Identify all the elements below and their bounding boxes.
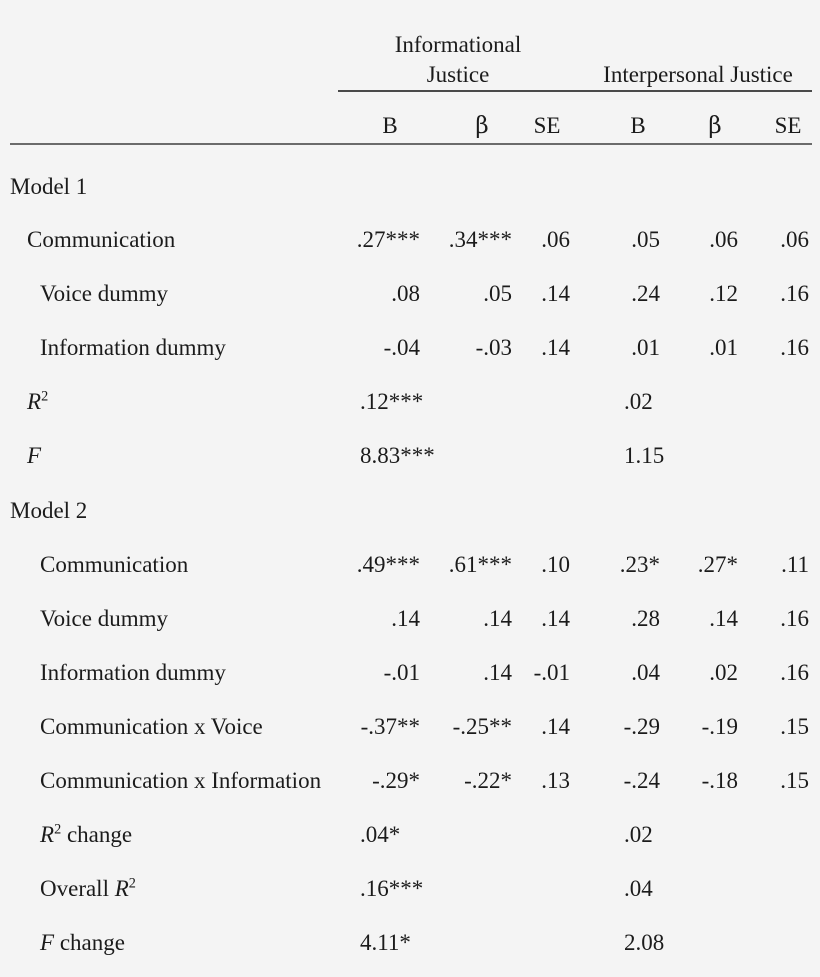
column-header-b-interpersonal: B (630, 113, 646, 138)
cell-m2-communication-x-voice-b-informational: -.37** (360, 714, 420, 739)
table-row (0, 442, 820, 470)
row-label-m2-communication: Communication (40, 552, 189, 577)
row-label-model-2-heading: Model 2 (10, 498, 88, 523)
cell-m2-information-dummy-beta-interpersonal: .02 (709, 660, 738, 685)
cell-m2-information-dummy-b-interpersonal: .04 (631, 660, 660, 685)
column-header-se-informational: SE (533, 113, 561, 138)
cell-m1-voice-dummy-se-interpersonal: .16 (780, 281, 809, 306)
cell-m1-information-dummy-b-interpersonal: .01 (631, 335, 660, 360)
cell-m2-communication-x-voice-se-informational: .14 (541, 714, 570, 739)
table-row (0, 875, 820, 903)
cell-m1-r-squared-stat-interpersonal: .02 (624, 389, 653, 414)
table-row (0, 226, 820, 254)
cell-m2-information-dummy-se-interpersonal: .16 (780, 660, 809, 685)
column-group-header-area (0, 30, 820, 90)
cell-m1-communication-se-interpersonal: .06 (780, 227, 809, 252)
table-row (0, 280, 820, 308)
table-row (0, 767, 820, 795)
cell-m2-r-squared-change-stat-informational: .04* (360, 822, 401, 847)
row-label-m1-communication: Communication (27, 227, 176, 252)
column-header-beta-informational: β (475, 113, 489, 139)
cell-m1-information-dummy-beta-interpersonal: .01 (709, 335, 738, 360)
cell-m2-voice-dummy-b-interpersonal: .28 (631, 606, 660, 631)
row-label-m1-voice-dummy: Voice dummy (40, 281, 168, 306)
cell-m1-communication-b-informational: .27*** (356, 227, 420, 252)
cell-m2-overall-r-squared-stat-interpersonal: .04 (624, 876, 653, 901)
table-row (0, 659, 820, 687)
row-label-m1-r-squared: $R^2$ (27, 388, 49, 414)
cell-m2-communication-x-information-se-interpersonal: .15 (780, 768, 809, 793)
column-group-informational-line2: Justice (426, 62, 490, 87)
cell-m2-voice-dummy-b-informational: .14 (391, 606, 420, 631)
cell-m2-communication-x-information-beta-informational: -.22* (464, 768, 512, 793)
cell-m2-communication-beta-informational: .61*** (448, 552, 512, 577)
cell-m1-r-squared-stat-informational: .12*** (360, 389, 424, 414)
cell-m2-voice-dummy-se-interpersonal: .16 (780, 606, 809, 631)
cell-m2-communication-beta-interpersonal: .27* (697, 552, 738, 577)
table-row (0, 551, 820, 579)
cell-m2-communication-x-voice-beta-informational: -.25** (452, 714, 512, 739)
row-label-m2-r-squared-change: $R^2$ change (40, 821, 133, 847)
cell-m2-information-dummy-b-informational: -.01 (383, 660, 420, 685)
cell-m2-f-change-stat-interpersonal: 2.08 (624, 930, 665, 955)
column-group-rule (338, 90, 812, 92)
column-header-b-informational: B (382, 113, 398, 138)
cell-m1-voice-dummy-beta-interpersonal: .12 (709, 281, 738, 306)
cell-m1-information-dummy-se-interpersonal: .16 (780, 335, 809, 360)
cell-m1-communication-beta-interpersonal: .06 (709, 227, 738, 252)
table-row (0, 497, 820, 525)
row-label-m2-communication-x-voice: Communication x Voice (40, 714, 263, 739)
cell-m2-communication-b-informational: .49*** (356, 552, 420, 577)
cell-m1-voice-dummy-se-informational: .14 (541, 281, 570, 306)
cell-m1-voice-dummy-b-informational: .08 (391, 281, 420, 306)
cell-m1-communication-se-informational: .06 (541, 227, 570, 252)
table-row (0, 929, 820, 957)
column-header-beta-interpersonal: β (708, 113, 722, 139)
cell-m2-communication-x-information-se-informational: .13 (541, 768, 570, 793)
cell-m2-voice-dummy-beta-interpersonal: .14 (709, 606, 738, 631)
cell-m2-communication-b-interpersonal: .23* (619, 552, 660, 577)
row-label-m2-overall-r-squared: Overall $R^2$ (40, 875, 136, 901)
cell-m2-communication-se-informational: .10 (541, 552, 570, 577)
column-group-interpersonal-justice: Interpersonal Justice (603, 62, 793, 87)
row-label-m2-information-dummy: Information dummy (40, 660, 226, 685)
cell-m2-f-change-stat-informational: 4.11* (360, 930, 411, 955)
cell-m2-overall-r-squared-stat-informational: .16*** (360, 876, 424, 901)
row-label-m1-information-dummy: Information dummy (40, 335, 226, 360)
cell-m2-communication-x-voice-se-interpersonal: .15 (780, 714, 809, 739)
cell-m2-communication-x-information-b-informational: -.29* (372, 768, 420, 793)
row-label-m1-f: F (27, 443, 42, 468)
column-header-se-interpersonal: SE (774, 113, 802, 138)
table-row (0, 388, 820, 416)
cell-m1-f-stat-interpersonal: 1.15 (624, 443, 665, 468)
column-group-informational-justice (338, 30, 578, 90)
cell-m1-information-dummy-b-informational: -.04 (383, 335, 420, 360)
cell-m1-f-stat-informational: 8.83*** (360, 443, 435, 468)
cell-m1-information-dummy-beta-informational: -.03 (475, 335, 512, 360)
column-group-informational-line1: Informational (394, 32, 522, 57)
row-label-m2-voice-dummy: Voice dummy (40, 606, 168, 631)
cell-m1-communication-beta-informational: .34*** (448, 227, 512, 252)
cell-m2-communication-x-information-beta-interpersonal: -.18 (701, 768, 738, 793)
table-row (0, 334, 820, 362)
cell-m2-voice-dummy-beta-informational: .14 (483, 606, 512, 631)
row-label-model-1-heading: Model 1 (10, 174, 88, 199)
cell-m1-voice-dummy-b-interpersonal: .24 (631, 281, 660, 306)
cell-m1-information-dummy-se-informational: .14 (541, 335, 570, 360)
table-row (0, 173, 820, 201)
table-row (0, 713, 820, 741)
cell-m2-r-squared-change-stat-interpersonal: .02 (624, 822, 653, 847)
table-row (0, 605, 820, 633)
cell-m2-information-dummy-se-informational: -.01 (533, 660, 570, 685)
row-label-m2-communication-x-information: Communication x Information (40, 768, 322, 793)
cell-m2-information-dummy-beta-informational: .14 (483, 660, 512, 685)
cell-m2-communication-x-information-b-interpersonal: -.24 (623, 768, 660, 793)
cell-m1-communication-b-interpersonal: .05 (631, 227, 660, 252)
cell-m1-voice-dummy-beta-informational: .05 (483, 281, 512, 306)
cell-m2-communication-se-interpersonal: .11 (781, 552, 809, 577)
cell-m2-communication-x-voice-b-interpersonal: -.29 (623, 714, 660, 739)
table-row (0, 821, 820, 849)
cell-m2-communication-x-voice-beta-interpersonal: -.19 (701, 714, 738, 739)
row-label-m2-f-change: F change (40, 930, 125, 955)
cell-m2-voice-dummy-se-informational: .14 (541, 606, 570, 631)
header-bottom-rule (10, 143, 812, 145)
